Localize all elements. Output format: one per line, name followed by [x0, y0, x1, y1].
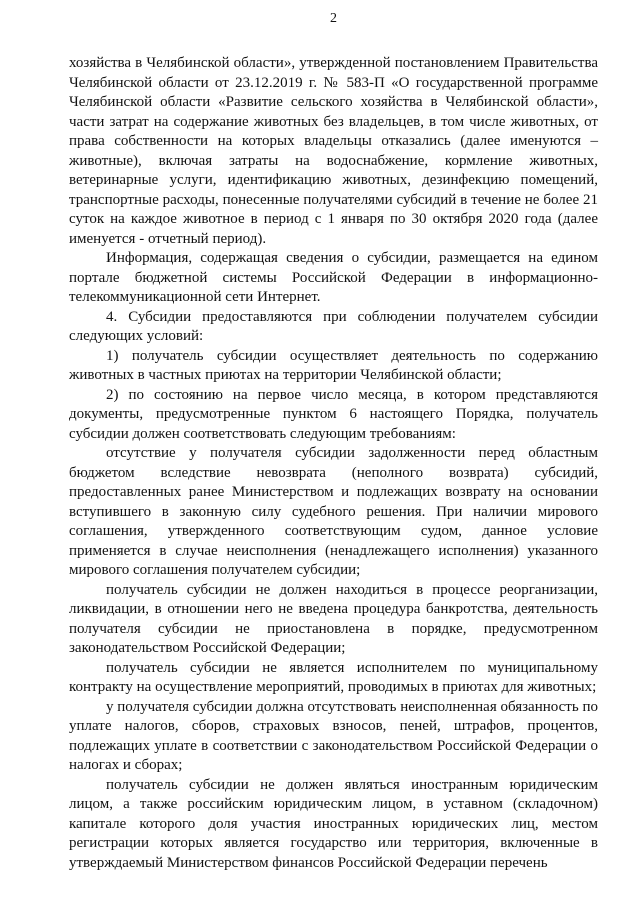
paragraph: 4. Субсидии предоставляются при соблюдении получателем субсидии следующих условий: [69, 308, 598, 344]
paragraph: получатель субсидии не должен являться иностранным юридическим лицом, а также российским юридическим лицом, в уставном (складочном) капитале которого доля участия иностранных юридических лиц, местом регистрации которых является государство или территория, включенные в утверждаемый Министерством финансов Российской Федерации перечень [69, 776, 598, 871]
paragraph: получатель субсидии не является исполнителем по муниципальному контракту на осуществление мероприятий, проводимых в приютах для животных; [69, 659, 598, 695]
page-number: 2 [330, 11, 337, 26]
paragraph: получатель субсидии не должен находиться в процессе реорганизации, ликвидации, в отношении него не введена процедура банкротства, деятельность получателя субсидии не приостановлена в порядке, предусмотренном законодательством Российской Федерации; [69, 581, 598, 656]
paragraph: Информация, содержащая сведения о субсидии, размещается на едином портале бюджетной системы Российской Федерации в информационно-телекоммуникационной сети Интернет. [69, 250, 598, 305]
paragraph: отсутствие у получателя субсидии задолженности перед областным бюджетом вследствие невозврата (неполного возврата) субсидий, предоставленных ранее Министерством и подлежащих возврату на основании вступившего в законную силу судебного решения. При наличии мирового соглашения, утвержденного соответствующим судом, данное условие применяется в случае неисполнения (ненадлежащего исполнения) указанного мирового соглашения получателем субсидии; [69, 445, 598, 578]
paragraph: 1) получатель субсидии осуществляет деятельность по содержанию животных в частных приютах на территории Челябинской области; [69, 347, 598, 383]
paragraph: у получателя субсидии должна отсутствовать неисполненная обязанность по уплате налогов, сборов, страховых взносов, пеней, штрафов, процентов, подлежащих уплате в соответствии с законодательством Российской Федерации о налогах и сборах; [69, 698, 598, 773]
paragraph: хозяйства в Челябинской области», утвержденной постановлением Правительства Челябинской области от 23.12.2019 г. № 583-П «О государственной программе Челябинской области «Развитие сельского хозяйства в Челябинской области», части затрат на содержание животных без владельцев, в том числе животных, от права собственности на которых владельцы отказались (далее именуются – животные), включая затраты на водоснабжение, кормление животных, ветеринарные услуги, идентификацию животных, дезинфекцию помещений, транспортные расходы, понесенные получателями субсидий в течение не более 21 суток на каждое животное в период с 1 января по 30 октября 2020 года (далее именуется - отчетный период). [69, 55, 598, 247]
paragraph: 2) по состоянию на первое число месяца, в котором представляются документы, предусмотренные пунктом 6 настоящего Порядка, получатель субсидии должен соответствовать следующим требованиям: [69, 386, 598, 442]
document-body [69, 54, 598, 873]
